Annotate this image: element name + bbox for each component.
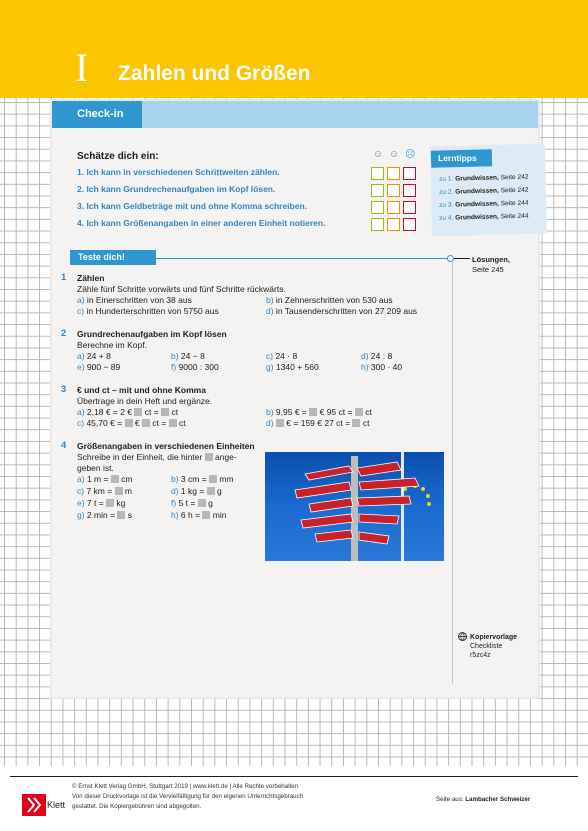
task-number: 4 [61,440,67,451]
task-number: 1 [61,272,67,283]
task-title: Größenangaben in verschiedenen Einheiten [77,441,255,451]
task-item: c) 24 · 8 [266,351,298,361]
klett-logo-text: Klett [47,800,66,810]
task-item: e) 7 t = kg [77,498,126,508]
lerntipp-item: zu 4. Grundwissen, Seite 244 [439,212,529,222]
task-title: € und ct – mit und ohne Komma [77,385,206,395]
gap-box [205,453,213,461]
task-item: a) 24 + 8 [77,351,111,361]
gap-box [276,419,284,427]
lerntipp-item: zu 2. Grundwissen, Seite 242 [439,186,529,196]
gap-box [161,408,169,416]
task-item: c) 45,70 € = € ct = ct [77,418,186,428]
task-title: Zählen [77,273,105,283]
teste-connector-dot [447,255,454,262]
task-title: Grundrechenaufgaben im Kopf lösen [77,329,227,339]
smiley-happy-icon: ☺ [373,149,384,160]
task-item: g) 1340 + 560 [266,362,319,372]
task-item: b) 3 cm = mm [171,474,234,484]
gap-box [169,419,177,427]
smiley-neutral-icon: ☺ [389,149,400,160]
teste-connector-line [454,258,470,259]
chapter-title: Zahlen und Größen [118,62,311,85]
task-item: a) 1 m = cm [77,474,133,484]
task-item: b) 9,95 € = € 95 ct = ct [266,407,372,417]
task-item: f) 9000 : 300 [171,362,219,372]
task-item: b) in Zehnerschritten von 530 aus [266,295,393,305]
gap-box [198,499,206,507]
gap-box [207,487,215,495]
task-intro: Zähle fünf Schritte vorwärts und fünf Schritte rückwärts. [77,284,286,294]
teste-divider [156,258,451,259]
task-intro: Schreibe in der Einheit, die hinter ange- [77,452,237,462]
footer-divider [10,776,578,777]
copyright-text: © Ernst Klett Verlag GmbH, Stuttgart 2019 | www.klett.de | Alle Rechte vorbehalten Von dieser Druckvorlage ist die Vervielfältigung für den eigenen Unterrichtsgebrauch gestattet. Die Kopiergebühren sind abgegolten. [72,783,304,810]
smiley-sad-icon: ☹ [405,149,416,160]
source-note: Seite aus: Lambacher Schweizer [436,796,531,803]
globe-icon [458,632,467,641]
gap-box [111,475,119,483]
lerntipp-item: zu 1. Grundwissen, Seite 242 [439,173,529,183]
self-assessment-checkbox[interactable] [387,201,400,214]
task-intro: Übertrage in dein Heft und ergänze. [77,396,213,406]
margin-divider [452,262,453,684]
self-assessment-checkbox[interactable] [371,218,384,231]
gap-box [106,499,114,507]
self-assessment-checkbox[interactable] [387,218,400,231]
estimate-item: 4. Ich kann Größenangaben in einer anderen Einheit notieren. [77,218,326,228]
task-item: h) 6 h = min [171,510,227,520]
gap-box [209,475,217,483]
task-item: d) 24 : 8 [361,351,393,361]
lerntipps-title: Lerntipps [438,153,477,163]
estimate-item: 1. Ich kann in verschiedenen Schrittweiten zählen. [77,167,280,177]
self-assessment-checkbox[interactable] [387,184,400,197]
teste-label: Teste dich! [78,252,125,262]
gap-box [142,419,150,427]
task-item: c) in Hunderterschritten von 5750 aus [77,306,219,316]
kopiervorlage-note: Kopiervorlage Checkliste r5zc4z [470,634,518,659]
task-item: b) 24 − 8 [171,351,205,361]
task-number: 3 [61,384,67,395]
gap-box [125,419,133,427]
task-item: c) 7 km = m [77,486,133,496]
checkin-label: Check-in [77,108,124,120]
gap-box [355,408,363,416]
task-item: a) 2,18 € = 2 € ct = ct [77,407,179,417]
self-assessment-checkbox[interactable] [403,184,416,197]
task-item: f) 5 t = g [171,498,213,508]
self-assessment-checkbox[interactable] [371,167,384,180]
self-assessment-checkbox[interactable] [387,167,400,180]
task-item: d) in Tausenderschritten von 27 209 aus [266,306,418,316]
estimate-item: 2. Ich kann Grundrechenaufgaben im Kopf lösen. [77,184,276,194]
self-assessment-checkbox[interactable] [371,201,384,214]
self-assessment-checkbox[interactable] [403,201,416,214]
task-item: e) 900 − 89 [77,362,121,372]
signpost-photo [265,452,444,561]
estimate-title: Schätze dich ein: [77,151,159,162]
task-item: a) in Einerschritten von 38 aus [77,295,192,305]
task-item: d) € = 159 € 27 ct = ct [266,418,370,428]
estimate-item: 3. Ich kann Geldbeträge mit und ohne Komma schreiben. [77,201,308,211]
klett-logo-icon [22,794,46,816]
lerntipp-item: zu 3. Grundwissen, Seite 244 [439,199,529,209]
gap-box [115,487,123,495]
task-item: h) 300 · 40 [361,362,403,372]
loesungen-note: Lösungen, Seite 245 [472,255,510,274]
chapter-number: I [75,45,89,90]
task-number: 2 [61,328,67,339]
task-intro: geben ist. [77,463,114,473]
task-item: g) 2 min = s [77,510,133,520]
task-intro: Berechne im Kopf. [77,340,147,350]
self-assessment-checkbox[interactable] [371,184,384,197]
self-assessment-checkbox[interactable] [403,218,416,231]
task-item: d) 1 kg = g [171,486,222,496]
self-assessment-checkbox[interactable] [403,167,416,180]
